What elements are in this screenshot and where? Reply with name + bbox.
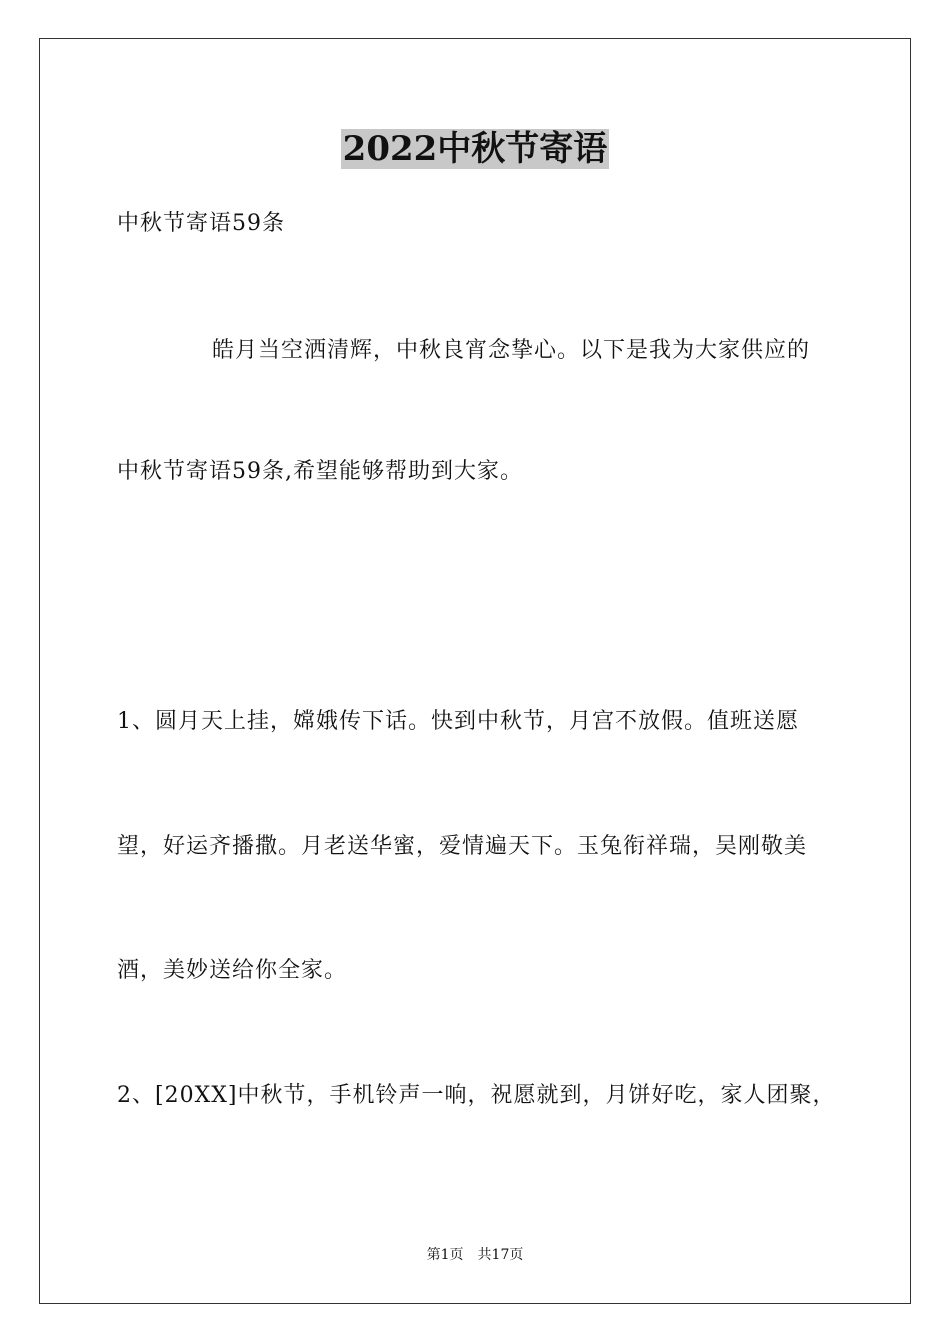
page-number: 第1页	[426, 1247, 464, 1263]
document-title-text: 2022中秋节寄语	[342, 129, 608, 169]
intro-line-1: 皓月当空洒清辉，中秋良宵念挚心。以下是我为大家供应的	[212, 338, 811, 363]
intro-line-2: 中秋节寄语59条,希望能够帮助到大家。	[117, 459, 523, 484]
item-1-line-2: 望，好运齐播撒。月老送华蜜，爱情遍天下。玉兔衔祥瑞，吴刚敬美	[117, 834, 808, 859]
document-title	[0, 128, 950, 170]
page-footer	[0, 1246, 950, 1264]
page-total: 共17页	[477, 1247, 524, 1263]
item-2-line-1: 2、[20XX]中秋节，手机铃声一响，祝愿就到，月饼好吃，家人团聚，	[117, 1083, 836, 1108]
document-subtitle: 中秋节寄语59条	[117, 211, 285, 236]
item-1-line-3: 酒，美妙送给你全家。	[117, 958, 348, 983]
item-1-line-1: 1、圆月天上挂，嫦娥传下话。快到中秋节，月宫不放假。值班送愿	[117, 709, 799, 734]
